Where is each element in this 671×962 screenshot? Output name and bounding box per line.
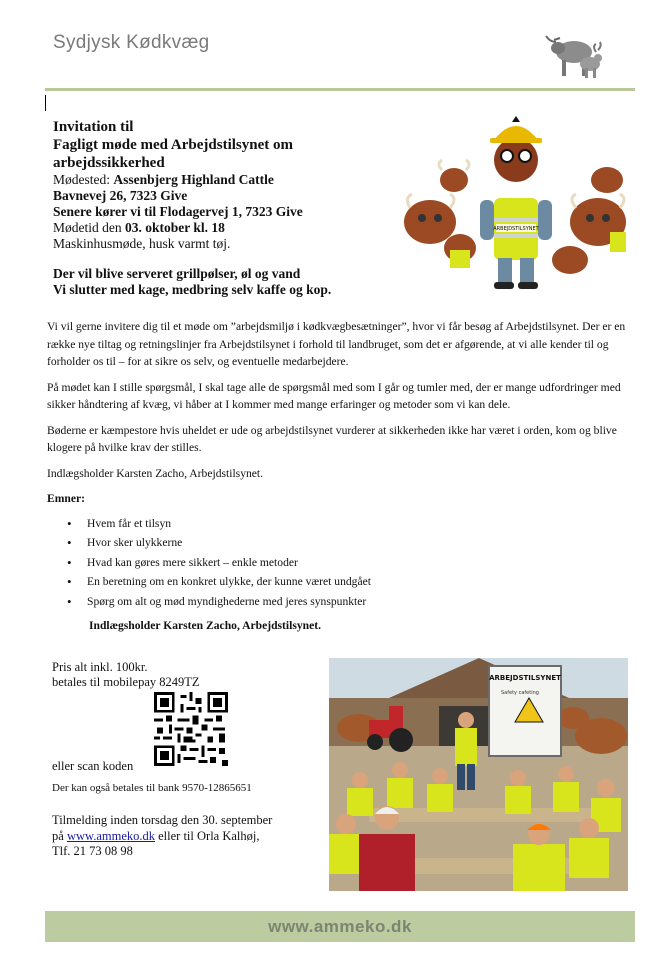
paragraph-speaker: Indlægsholder Karsten Zacho, Arbejdstilsynet.	[47, 466, 264, 480]
venue-label: Mødested:	[53, 172, 114, 187]
website-link[interactable]: www.ammeko.dk	[66, 828, 155, 843]
qr-code[interactable]	[154, 692, 228, 766]
meeting-time	[53, 220, 403, 236]
signup-phone: Tlf. 21 73 08 98	[52, 844, 133, 858]
text-cursor	[45, 95, 46, 111]
invitation-line1: Invitation til	[53, 119, 134, 135]
venue-address: Bavnevej 26, 7323 Give	[53, 188, 188, 203]
speaker-signature: Indlægsholder Karsten Zacho, Arbejdstilsynet.	[89, 619, 322, 632]
invitation-title: Fagligt møde med Arbejdstilsynet om	[53, 137, 293, 153]
food-line2: Vi slutter med kage, medbring selv kaffe og kop.	[53, 282, 332, 297]
invitation-block	[53, 118, 403, 298]
signup-where	[52, 829, 322, 845]
paragraph-intro: Vi vil gerne invitere dig til et møde om ”arbejdsmiljø i kødkvægbesætninger”, hvor vi får besøg af Arbejdstilsynet. Der er en række nye tiltag og retningslinjer fra Arbejdstilsynet i forhold til landbruget, som det er afgørende, at vi alle kender til og forholder os til – for at sikre os selv, og eventuelle medarbejdere.	[47, 320, 626, 368]
signup-post: eller til Orla Kalhøj,	[155, 828, 260, 843]
mobilepay: betales til mobilepay 8249TZ	[52, 674, 200, 689]
time-label: Mødetid den	[53, 220, 125, 235]
paragraph-questions: På mødet kan I stille spørgsmål, I skal tage alle de spørgsmål med som I går og tumler med, der er mange udfordringer med sikker håndtering af kvæg, vi håber at I kommer med mange erfaringer og metoder som vi kan dele.	[47, 380, 621, 411]
brand-name: Sydjysk Kødkvæg	[53, 32, 210, 53]
cattle-logo-icon	[540, 30, 602, 82]
topics-list	[47, 514, 632, 612]
board-subtitle: Safety cafeting	[501, 690, 539, 696]
payment-info	[52, 660, 312, 689]
list-item: • Hvor sker ulykkerne	[87, 533, 632, 553]
paragraph-fines: Bøderne er kæmpestore hvis uheldet er ude og arbejdstilsynet vurderer at sikkerheden ikke har været i orden, kom og blive klogere på hvilke krav der stilles.	[47, 423, 617, 454]
venue	[53, 172, 403, 188]
body-text	[47, 318, 632, 635]
later-address: Senere kører vi til Flodagervej 1, 7323 Give	[53, 204, 303, 219]
food-line1: Der vil blive serveret grillpølser, øl og vand	[53, 266, 301, 281]
venue-name: Assenbjerg Highland Cattle	[113, 172, 274, 187]
inspector-cattle-illustration	[402, 110, 630, 290]
safety-meeting-illustration	[329, 658, 628, 891]
scan-hint: eller scan koden	[52, 759, 134, 773]
time-value: 03. oktober kl. 18	[125, 220, 225, 235]
list-item: • Hvem får et tilsyn	[87, 514, 632, 534]
list-item: • Spørg om alt og mød myndighederne med jeres synspunkter	[87, 592, 632, 612]
price: Pris alt inkl. 100kr.	[52, 660, 148, 674]
signup-pre: på	[52, 828, 67, 843]
signup-deadline: Tilmelding inden torsdag den 30. september	[52, 813, 273, 827]
board-title: ARBEJDSTILSYNET	[489, 674, 561, 682]
vest-badge-text: ARBEJDSTILSYNET	[493, 226, 539, 232]
header-divider	[45, 88, 635, 91]
invitation-title-cont: arbejdssikkerhed	[53, 155, 165, 171]
signup-info	[52, 813, 322, 860]
bank-info: Der kan også betales til bank 9570-12865651	[52, 782, 252, 794]
list-item: • En beretning om en konkret ulykke, der kunne været undgået	[87, 572, 632, 592]
meeting-note: Maskinhusmøde, husk varmt tøj.	[53, 236, 231, 251]
topics-heading: Emner:	[47, 492, 85, 505]
list-item: • Hvad kan gøres mere sikkert – enkle metoder	[87, 553, 632, 573]
footer-url[interactable]: www.ammeko.dk	[45, 911, 635, 942]
